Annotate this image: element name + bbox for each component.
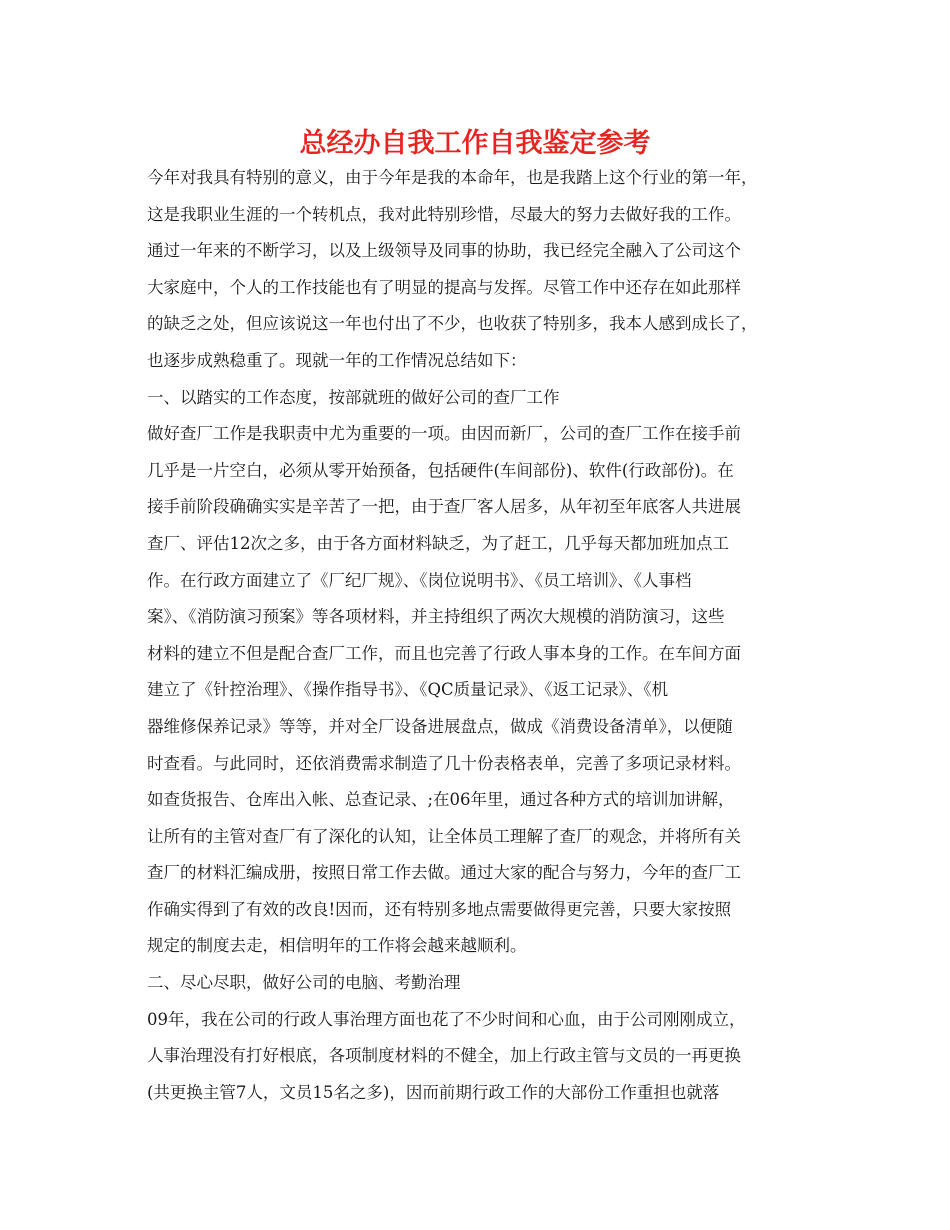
body-line: 也逐步成熟稳重了。现就一年的工作情况总结如下： xyxy=(147,350,527,370)
body-line: 大家庭中，个人的工作技能也有了明显的提高与发挥。尽管工作中还存在如此那样 xyxy=(147,277,741,297)
body-line: 规定的制度去走，相信明年的工作将会越来越顺利。 xyxy=(147,936,527,956)
body-line: 作。在行政方面建立了《厂纪厂规》、《岗位说明书》、《员工培训》、《人事档 xyxy=(147,570,692,590)
body-line: (共更换主管7人，文员15名之多)，因而前期行政工作的大部份工作重担也就落 xyxy=(147,1082,720,1102)
body-line: 查厂的材料汇编成册，按照日常工作去做。通过大家的配合与努力，今年的查厂工 xyxy=(147,863,741,883)
body-line: 09年，我在公司的行政人事治理方面也花了不少时间和心血，由于公司刚刚成立， xyxy=(147,1009,746,1029)
body-line: 查厂、评估12次之多，由于各方面材料缺乏，为了赶工，几乎每天都加班加点工 xyxy=(147,533,729,553)
body-line: 的缺乏之处，但应该说这一年也付出了不少，也收获了特别多，我本人感到成长了， xyxy=(147,314,758,334)
body-line: 人事治理没有打好根底，各项制度材料的不健全，加上行政主管与文员的一再更换 xyxy=(147,1046,741,1066)
document-title: 总经办自我工作自我鉴定参考 xyxy=(299,128,651,159)
body-line: 器维修保养记录》等等，并对全厂设备进展盘点，做成《消费设备清单》，以便随 xyxy=(147,716,733,736)
body-line: 建立了《针控治理》、《操作指导书》、《QC质量记录》、《返工记录》、《机 xyxy=(147,680,669,700)
body-line: 材料的建立不但是配合查厂工作，而且也完善了行政人事本身的工作。在车间方面 xyxy=(147,643,741,663)
body-line: 一、以踏实的工作态度，按部就班的做好公司的查厂工作 xyxy=(147,387,560,407)
body-line: 时查看。与此同时，还依消费需求制造了几十份表格表单，完善了多项记录材料。 xyxy=(147,753,741,773)
body-line: 案》、《消防演习预案》等各项材料，并主持组织了两次大规模的消防演习，这些 xyxy=(147,607,725,627)
body-line: 这是我职业生涯的一个转机点，我对此特别珍惜，尽最大的努力去做好我的工作。 xyxy=(147,204,741,224)
body-line: 做好查厂工作是我职责中尤为重要的一项。由因而新厂，公司的查厂工作在接手前 xyxy=(147,424,741,444)
body-line: 让所有的主管对查厂有了深化的认知，让全体员工理解了查厂的观念，并将所有关 xyxy=(147,826,741,846)
body-line: 接手前阶段确确实实是辛苦了一把，由于查厂客人居多，从年初至年底客人共进展 xyxy=(147,497,741,517)
body-line: 今年对我具有特别的意义，由于今年是我的本命年，也是我踏上这个行业的第一年， xyxy=(147,168,758,187)
body-line: 通过一年来的不断学习，以及上级领导及同事的协助，我已经完全融入了公司这个 xyxy=(147,241,741,261)
body-line: 几乎是一片空白，必须从零开始预备，包括硬件(车间部份)、软件(行政部份)。在 xyxy=(147,460,734,480)
body-line: 二、尽心尽职，做好公司的电脑、考勤治理 xyxy=(147,973,461,993)
body-line: 如查货报告、仓库出入帐、总查记录、;在06年里，通过各种方式的培训加讲解， xyxy=(147,790,735,810)
body-line: 作确实得到了有效的改良!因而，还有特别多地点需要做得更完善，只要大家按照 xyxy=(147,899,732,919)
document-body xyxy=(147,160,823,1111)
